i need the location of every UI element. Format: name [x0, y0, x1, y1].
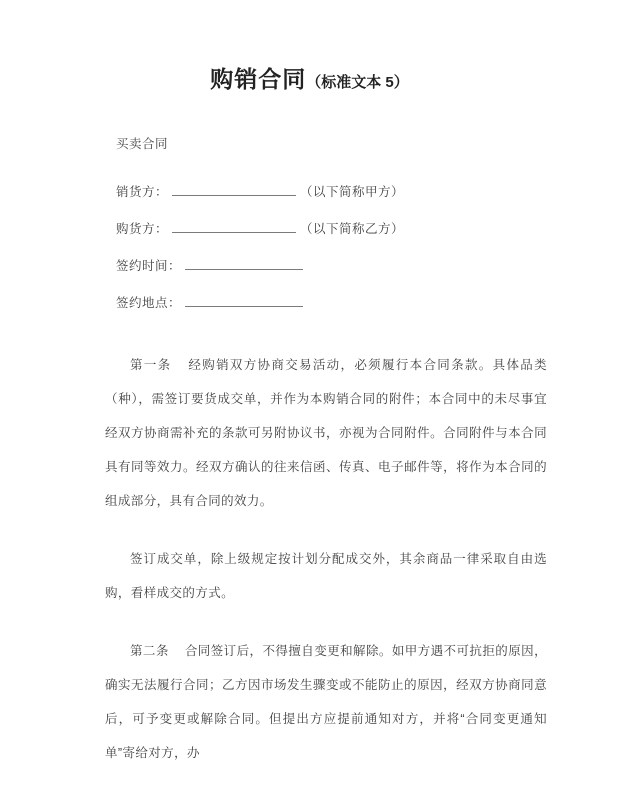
contract-party-form: [0, 152, 619, 311]
clause-paragraph-1: [105, 348, 547, 518]
form-row-seller: [116, 182, 619, 200]
form-row-buyer: [116, 219, 619, 237]
clause-text-2: 签订成交单，除上级规定按计划分配成交外，其余商品一律采取自由选购，看样成交的方式。: [105, 551, 547, 600]
page-title: [0, 0, 619, 94]
title-main-text: 购销合同: [210, 66, 307, 92]
signing-place-label: 签约地点：: [116, 295, 182, 310]
clause-number-2: 第二条: [130, 643, 169, 658]
clause-text-1: 经购销双方协商交易活动，必须履行本合同条款。具体品类（种），需签订要货成交单，并作为本购销合同的附件；本合同中的未尽事宜经双方协商需补充的条款可另附协议书，亦视为合同附件。合同附件与本合同具有同等效力。经双方确认的往来信函、传真、电子邮件等，将作为本合同的组成部分，具有合同的效力。: [105, 357, 547, 508]
signing-place-input-blank[interactable]: [185, 293, 303, 307]
seller-input-blank[interactable]: [172, 182, 296, 196]
signing-date-label: 签约时间：: [116, 258, 182, 273]
seller-label: 销货方：: [116, 184, 169, 199]
clause-paragraph-3: [105, 634, 547, 770]
contract-body: [0, 330, 619, 770]
signing-date-input-blank[interactable]: [185, 256, 303, 270]
document-subtitle: 买卖合同: [116, 136, 169, 151]
clause-text-3: 合同签订后，不得擅自变更和解除。如甲方遇不可抗拒的原因，确实无法履行合同；乙方因市场发生骤变或不能防止的原因，经双方协商同意后，可予变更或解除合同。但提出方应提前通知对方，并将“合同变更通知单”寄给对方，办: [105, 643, 548, 760]
title-subtitle-text: （标准文本 5）: [306, 74, 409, 91]
form-row-signing-date: [116, 256, 619, 274]
buyer-suffix: （以下简称乙方）: [300, 221, 405, 236]
clause-paragraph-2: [105, 542, 547, 610]
clause-number-1: 第一条: [130, 357, 172, 372]
buyer-input-blank[interactable]: [172, 219, 296, 233]
seller-suffix: （以下简称甲方）: [300, 184, 405, 199]
form-row-signing-place: [116, 293, 619, 311]
buyer-label: 购货方：: [116, 221, 169, 236]
